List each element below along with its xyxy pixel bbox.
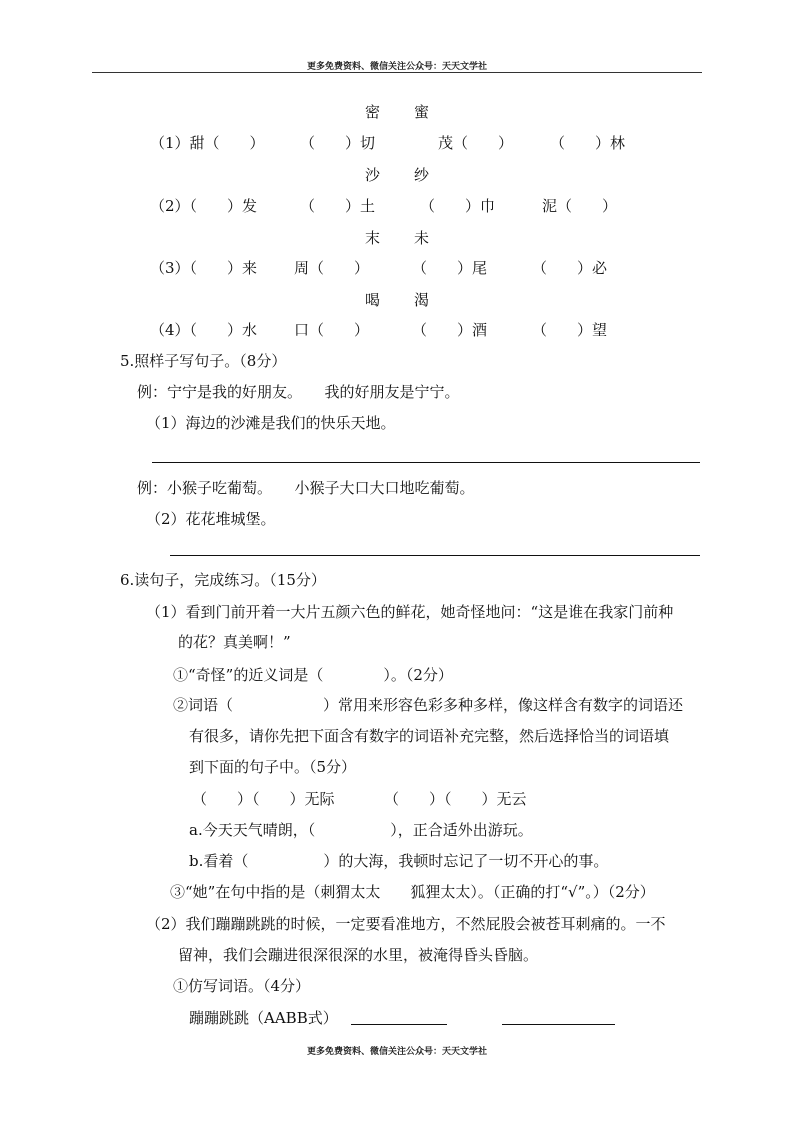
word-row-2: [150, 196, 670, 216]
char-option: 纱: [414, 166, 430, 184]
char-option: 密: [364, 103, 380, 121]
word-blank[interactable]: 周（ ）: [294, 259, 370, 277]
sub-question: ①“奇怪”的近义词是（ ）。（2分）: [173, 666, 453, 684]
word-blank[interactable]: 茂（ ）: [438, 134, 514, 152]
char-option: 蜜: [414, 103, 430, 121]
word-blank[interactable]: （ ）切: [300, 134, 376, 152]
question-6-title: 6.读句子，完成练习。（15分）: [120, 571, 326, 589]
idiom-blank[interactable]: （ ）（ ）无云: [384, 790, 527, 808]
header-rule: [92, 72, 702, 73]
page-footer: 更多免费资料、微信关注公众号：天天文学社: [306, 1047, 487, 1057]
sub-question: ③“她”在句中指的是（刺猬太太 狐狸太太）。（正确的打“√”。）（2分）: [170, 883, 655, 901]
word-blank[interactable]: （2）（ ）发: [150, 197, 258, 215]
char-option: 未: [414, 229, 430, 247]
word-blank[interactable]: （3）（ ）来: [150, 259, 258, 277]
example-sentence: 例：小猴子吃葡萄。 小猴子大口大口地吃葡萄。: [137, 479, 475, 497]
char-option: 喝: [364, 291, 380, 309]
word-blank[interactable]: 口（ ）: [294, 321, 370, 339]
fill-sentence: a.今天天气晴朗，（ ），正合适外出游玩。: [189, 821, 533, 839]
passage-text: （2）我们蹦蹦跳跳的时候，一定要看准地方，不然屁股会被苍耳刺痛的。一不: [146, 915, 666, 933]
answer-line[interactable]: [152, 462, 700, 463]
word-row-1: [150, 133, 670, 153]
char-option: 末: [364, 229, 380, 247]
page-header: 更多免费资料、微信关注公众号：天天文学社: [306, 62, 487, 72]
word-blank[interactable]: （ ）林: [550, 134, 626, 152]
word-row-4: [150, 320, 670, 340]
passage-text: 的花？真美啊！”: [178, 633, 291, 651]
char-pair-2: [0, 164, 794, 185]
char-pair-4: [0, 289, 794, 310]
passage-text: （1）看到门前开着一大片五颜六色的鲜花，她奇怪地问：“这是谁在我家门前种: [146, 603, 674, 621]
fill-sentence: b.看着（ ）的大海，我顿时忘记了一切不开心的事。: [189, 852, 609, 870]
word-blank[interactable]: （ ）土: [300, 197, 376, 215]
idiom-blank[interactable]: （ ）（ ）无际: [192, 790, 335, 808]
sub-question: 到下面的句子中。（5分）: [189, 758, 357, 776]
answer-line[interactable]: [351, 1024, 447, 1025]
word-row-3: [150, 258, 670, 278]
sub-question: ②词语（ ）常用来形容色彩多种多样，像这样含有数字的词语还: [173, 696, 684, 714]
char-option: 渴: [414, 291, 430, 309]
word-example: 蹦蹦跳跳（AABB式）: [189, 1009, 338, 1027]
answer-line[interactable]: [170, 555, 700, 556]
char-option: 沙: [364, 166, 380, 184]
exercise-item: （1）海边的沙滩是我们的快乐天地。: [146, 414, 396, 432]
sub-question: ①仿写词语。（4分）: [173, 977, 311, 995]
word-blank[interactable]: （ ）巾: [420, 197, 496, 215]
char-pair-1: [0, 101, 794, 122]
word-blank[interactable]: （4）（ ）水: [150, 321, 258, 339]
word-blank[interactable]: （1）甜（ ）: [150, 134, 265, 152]
passage-text: 留神，我们会蹦进很深很深的水里，被淹得昏头昏脑。: [178, 946, 539, 964]
word-blank[interactable]: （ ）望: [532, 321, 608, 339]
word-blank[interactable]: 泥（ ）: [542, 197, 618, 215]
char-pair-3: [0, 227, 794, 248]
sub-question: 有很多，请你先把下面含有数字的词语补充完整，然后选择恰当的词语填: [189, 727, 670, 745]
example-sentence: 例：宁宁是我的好朋友。 我的好朋友是宁宁。: [137, 383, 460, 401]
word-blank[interactable]: （ ）必: [532, 259, 608, 277]
word-blank[interactable]: （ ）酒: [412, 321, 488, 339]
answer-line[interactable]: [502, 1024, 615, 1025]
word-blank[interactable]: （ ）尾: [412, 259, 488, 277]
exercise-item: （2）花花堆城堡。: [146, 510, 276, 528]
question-5-title: 5.照样子写句子。（8分）: [120, 352, 287, 370]
